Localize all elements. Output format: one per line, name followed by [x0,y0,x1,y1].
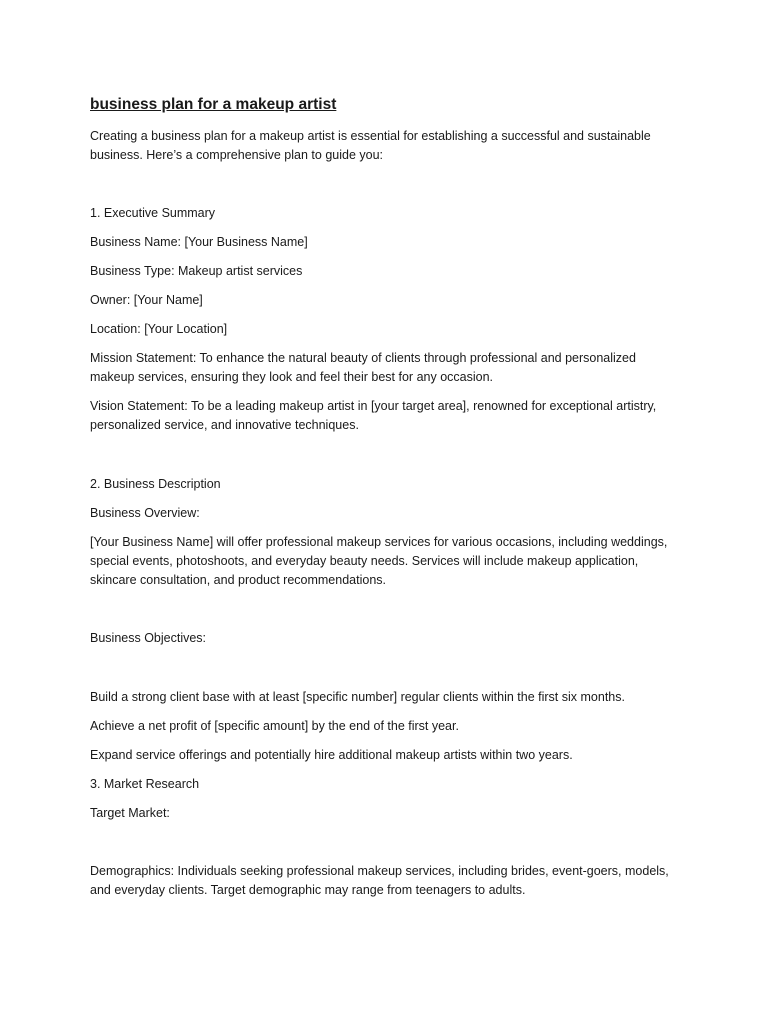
location-line: Location: [Your Location] [90,322,228,336]
document-title: business plan for a makeup artist [90,96,337,113]
vision-statement: Vision Statement: To be a leading makeup artist in [your target area], renowned for exceptional artistry, personalized service, and innovative techniques. [90,399,657,432]
business-name-line: Business Name: [Your Business Name] [90,235,308,249]
business-type-line: Business Type: Makeup artist services [90,264,303,278]
business-objectives-label: Business Objectives: [90,631,207,645]
demographics-text: Demographics: Individuals seeking professional makeup services, including brides, event-goers, models, and everyday clients. Target demographic may range from teenagers to adults. [90,864,669,897]
business-overview-label: Business Overview: [90,506,200,520]
document-page [90,94,680,900]
section-heading-market-research: 3. Market Research [90,777,200,791]
section-heading-business-description: 2. Business Description [90,477,221,491]
objective-item: Expand service offerings and potentially hire additional makeup artists within two years. [90,748,573,762]
mission-statement: Mission Statement: To enhance the natural beauty of clients through professional and personalized makeup services, ensuring they look and feel their best for any occasion. [90,351,636,384]
objective-item: Achieve a net profit of [specific amount] by the end of the first year. [90,719,459,733]
objective-item: Build a strong client base with at least [specific number] regular clients within the first six months. [90,690,625,704]
business-overview-text: [Your Business Name] will offer professional makeup services for various occasions, including weddings, special events, photoshoots, and everyday beauty needs. Services will include makeup application, skincare consultation, and product recommendations. [90,535,668,587]
intro-paragraph: Creating a business plan for a makeup artist is essential for establishing a successful and sustainable business. Here’s a comprehensive plan to guide you: [90,129,651,162]
owner-line: Owner: [Your Name] [90,293,203,307]
section-heading-executive-summary: 1. Executive Summary [90,206,216,220]
target-market-label: Target Market: [90,806,170,820]
